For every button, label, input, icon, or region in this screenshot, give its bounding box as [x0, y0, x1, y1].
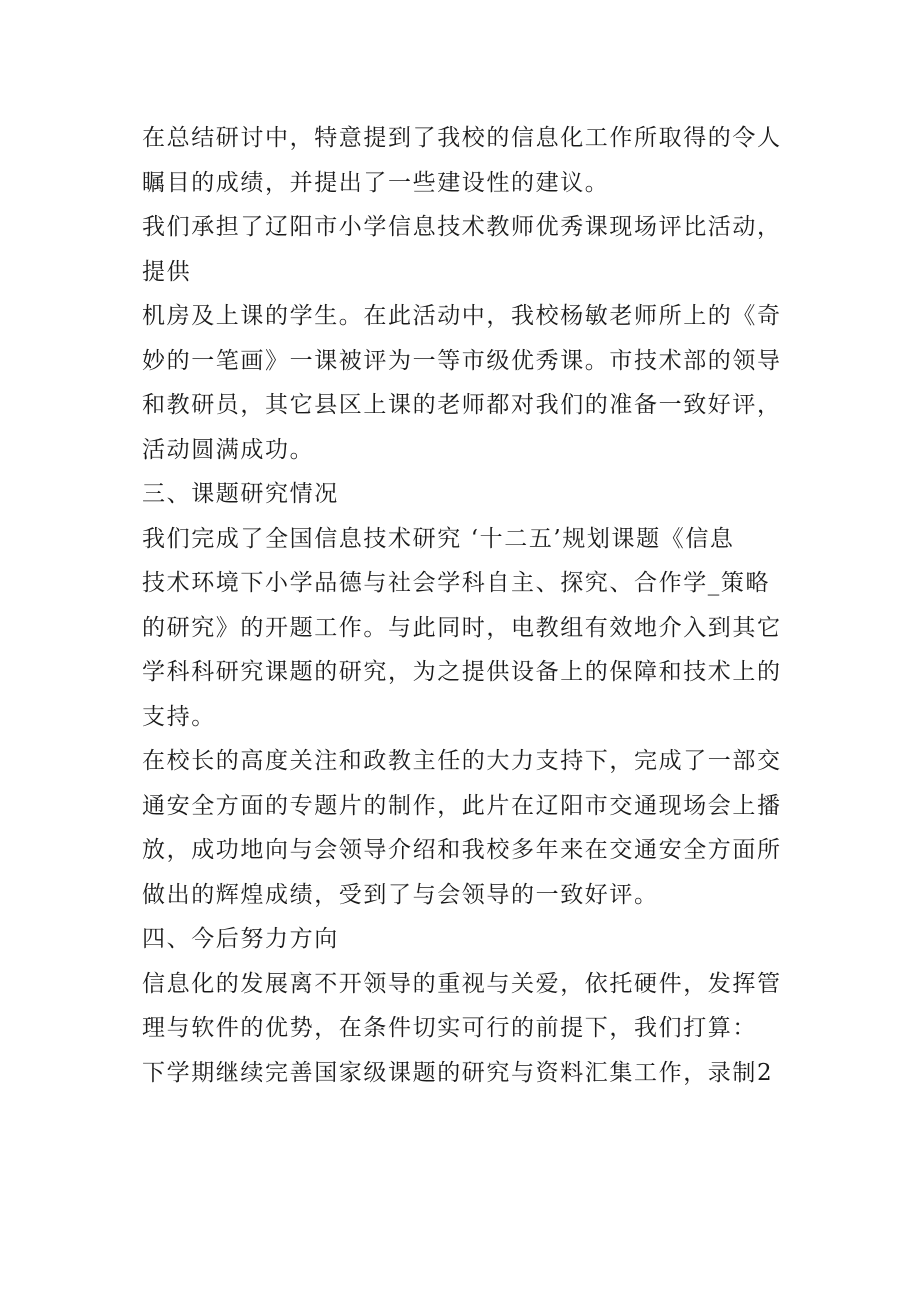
- section-heading: 三、课题研究情况: [142, 481, 339, 507]
- paragraph-line: 下学期继续完善国家级课题的研究与资料汇集工作，录制2: [142, 1059, 774, 1086]
- paragraph-line: 信息化的发展离不开领导的重视与关爱，依托硬件，发挥管: [142, 970, 782, 997]
- paragraph-line: 理与软件的优势，在条件切实可行的前提下，我们打算：: [142, 1015, 757, 1041]
- paragraph-line: 我们完成了全国信息技术研究 ‘十二五’规划课题《信息: [142, 525, 735, 552]
- section-heading: 四、今后努力方向: [142, 926, 339, 952]
- paragraph-line: 通安全方面的专题片的制作，此片在辽阳市交通现场会上播: [142, 792, 782, 819]
- paragraph-line: 提供: [142, 258, 192, 285]
- paragraph-line: 学科科研究课题的研究，为之提供设备上的保障和技术上的: [142, 659, 782, 685]
- paragraph-line: 技术环境下小学品德与社会学科自主、探究、合作学_策略: [142, 570, 771, 596]
- paragraph-line: 放，成功地向与会领导介绍和我校多年来在交通安全方面所: [142, 837, 782, 863]
- paragraph-line: 在校长的高度关注和政教主任的大力支持下，完成了一部交: [142, 748, 782, 774]
- paragraph-line: 活动圆满成功。: [142, 436, 315, 463]
- paragraph-line: 支持。: [142, 703, 216, 730]
- paragraph-line: 妙的一笔画》一课被评为一等市级优秀课。市技术部的领导: [142, 347, 782, 374]
- paragraph-line: 的研究》的开题工作。与此同时，电教组有效地介入到其它: [142, 614, 782, 641]
- document-body: [142, 116, 802, 1095]
- paragraph-line: 瞩目的成绩，并提出了一些建设性的建议。: [142, 169, 610, 196]
- paragraph-line: 机房及上课的学生。在此活动中，我校杨敏老师所上的《奇: [142, 303, 782, 329]
- paragraph-line: 我们承担了辽阳市小学信息技术教师优秀课现场评比活动，: [142, 214, 782, 240]
- paragraph-line: 和教研员，其它县区上课的老师都对我们的准备一致好评，: [142, 392, 782, 418]
- paragraph-line: 做出的辉煌成绩，受到了与会领导的一致好评。: [142, 881, 659, 908]
- paragraph-line: 在总结研讨中，特意提到了我校的信息化工作所取得的令人: [142, 125, 782, 151]
